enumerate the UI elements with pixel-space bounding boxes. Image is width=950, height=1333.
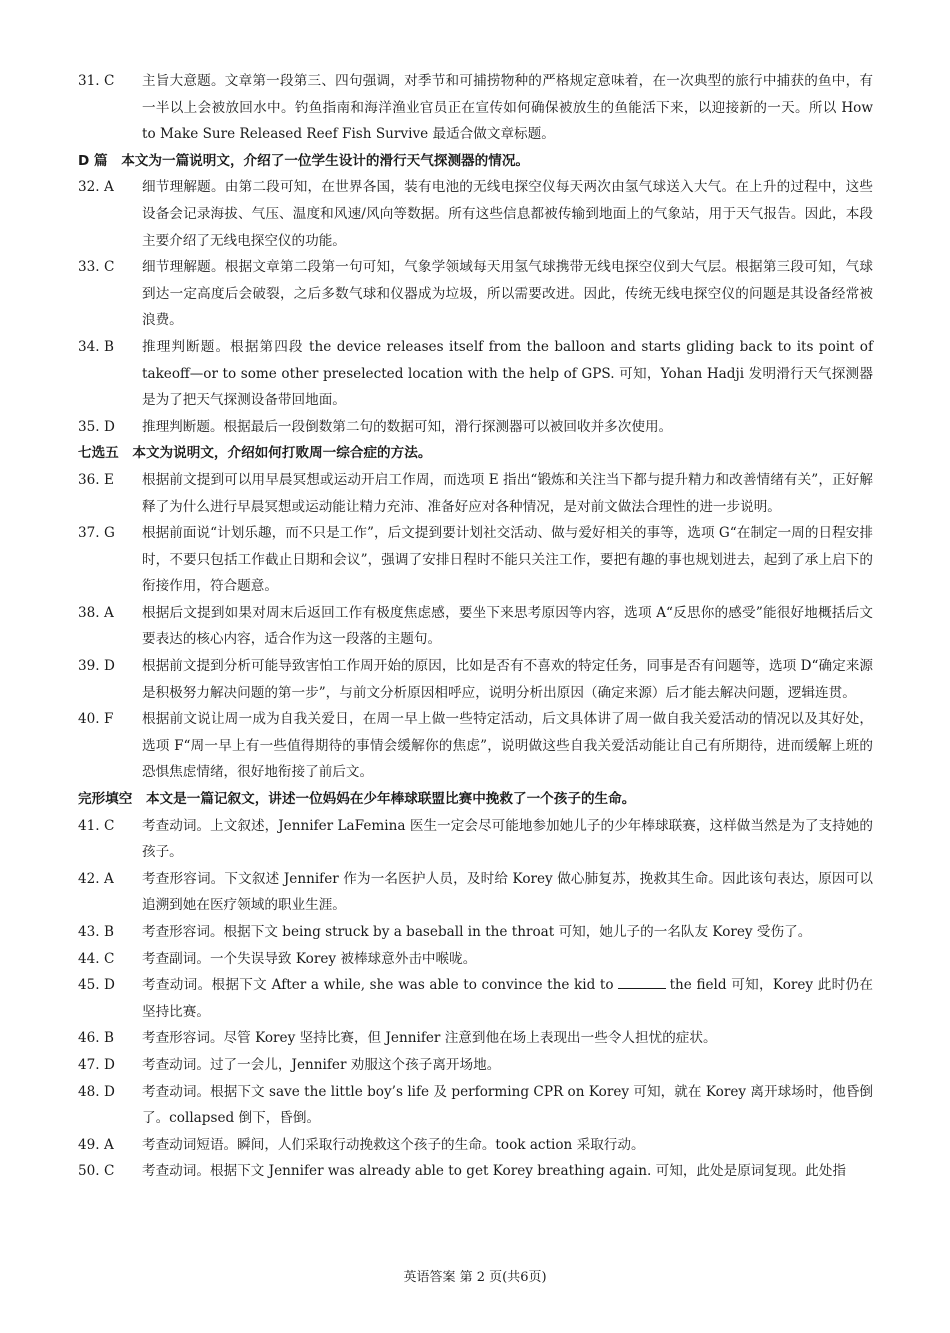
- answer-explanation: 细节理解题。根据文章第二段第一句可知，气象学领域每天用氢气球携带无线电探空仪到大气层。根据第三段可知，气球到达一定高度后会破裂，之后多数气球和仪器成为垃圾，所以需要改进。因此，传统无线电探空仪的问题是其设备经常被浪费。: [142, 259, 873, 329]
- answer-item: [78, 600, 873, 653]
- answer-item: [78, 1079, 873, 1132]
- answer-explanation: 考查动词。过了一会儿，Jennifer 劝服这个孩子离开场地。: [142, 1056, 501, 1073]
- answer-item: [78, 1025, 873, 1052]
- answer-explanation: 根据前面说“计划乐趣，而不只是工作”，后文提到要计划社交活动、做与爱好相关的事等，选项 G“在制定一周的日程安排时，不要只包括工作截止日期和会议”，强调了安排日程时不能只关注工作，要把有趣的事也规划进去，起到了承上启下的衔接作用，符合题意。: [142, 525, 873, 595]
- explanation-part: the field 可知，Korey 此时仍在坚持比赛。: [142, 977, 873, 1020]
- answer-number: 36. E: [78, 471, 114, 488]
- answer-number: 41. C: [78, 817, 115, 834]
- answer-number: 32. A: [78, 179, 114, 196]
- answer-explanation: 推理判断题。根据最后一段倒数第二句的数据可知，滑行探测器可以被回收并多次使用。: [142, 418, 673, 435]
- answer-item: [78, 919, 873, 946]
- answer-item: [78, 1158, 873, 1185]
- answer-number: 49. A: [78, 1136, 114, 1153]
- answer-explanation: 根据前文提到分析可能导致害怕工作周开始的原因，比如是否有不喜欢的特定任务，同事是否有问题等，选项 D“确定来源是积极努力解决问题的第一步”，与前文分析原因相呼应，说明分析出原因（确定来源）后才能去解决问题，逻辑连贯。: [142, 658, 873, 701]
- answer-number: 44. C: [78, 950, 115, 967]
- answer-number: 40. F: [78, 711, 114, 728]
- answer-number: 42. A: [78, 870, 114, 887]
- answer-item: [78, 866, 873, 919]
- answer-explanation: 主旨大意题。文章第一段第三、四句强调，对季节和可捕捞物种的严格规定意味着，在一次典型的旅行中捕获的鱼中，有一半以上会被放回水中。钓鱼指南和海洋渔业官员正在宣传如何确保被放生的鱼能活下来，以迎接新的一天。所以 How to Make Sure Released Reef Fish Survive 最适合做文章标题。: [142, 73, 873, 143]
- answer-number: 48. D: [78, 1083, 115, 1100]
- section-heading: 完形填空 本文是一篇记叙文，讲述一位妈妈在少年棒球联盟比赛中挽救了一个孩子的生命。: [78, 791, 636, 808]
- answer-item: [78, 520, 873, 600]
- answer-number: 37. G: [78, 525, 115, 542]
- section-heading: D 篇 本文为一篇说明文，介绍了一位学生设计的滑行天气探测器的情况。: [78, 152, 530, 169]
- answer-explanation: 考查形容词。尽管 Korey 坚持比赛，但 Jennifer 注意到他在场上表现出一些令人担忧的症状。: [142, 1030, 717, 1047]
- answer-content: [78, 68, 873, 1185]
- answer-number: 33. C: [78, 259, 115, 276]
- answer-explanation: [142, 972, 873, 1025]
- answer-item: [78, 946, 873, 973]
- answer-item: [78, 972, 873, 1025]
- answer-explanation: 推理判断题。根据第四段 the device releases itself from the balloon and starts gliding back to its point of takeoff—or to some other preselected location with the help of GPS. 可知，Yohan Hadji 发明滑行天气探测器是为了把天气探测设备带回地面。: [142, 338, 873, 409]
- answer-explanation: 根据前文说让周一成为自我关爱日，在周一早上做一些特定活动，后文具体讲了周一做自我关爱活动的情况以及其好处，选项 F“周一早上有一些值得期待的事情会缓解你的焦虑”，说明做这些自我关爱活动能让自己有所期待，进而缓解上班的恐惧焦虑情绪，很好地衔接了前后文。: [142, 711, 873, 781]
- answer-explanation: 根据前文提到可以用早晨冥想或运动开启工作周，而选项 E 指出“锻炼和关注当下都与提升精力和改善情绪有关”，正好解释了为什么进行早晨冥想或运动能让精力充沛、准备好应对各种情况，是对前文做法合理性的进一步说明。: [142, 471, 873, 515]
- answer-explanation: 考查形容词。根据下文 being struck by a baseball in the throat 可知，她儿子的一名队友 Korey 受伤了。: [142, 924, 812, 940]
- explanation-part: 考查动词。根据下文 After a while, she was able to convince the kid to: [142, 977, 614, 994]
- answer-item: [78, 174, 873, 254]
- answer-number: 34. B: [78, 338, 114, 355]
- answer-item: [78, 653, 873, 706]
- answer-number: 45. D: [78, 977, 115, 994]
- answer-explanation: 考查形容词。下文叙述 Jennifer 作为一名医护人员，及时给 Korey 做心肺复苏，挽救其生命。因此该句表达，原因可以追溯到她在医疗领域的职业生涯。: [142, 870, 873, 914]
- answer-item: [78, 1132, 873, 1159]
- fill-in-blank: [618, 974, 666, 989]
- answer-explanation: 考查动词。根据下文 save the little boy’s life 及 performing CPR on Korey 可知，就在 Korey 离开球场时，他昏倒了。collapsed 倒下，昏倒。: [142, 1083, 873, 1127]
- page-footer: 英语答案 第 2 页(共6页): [403, 1270, 547, 1285]
- answer-item: [78, 467, 873, 520]
- answer-number: 46. B: [78, 1030, 114, 1047]
- answer-item: [78, 1052, 873, 1079]
- answer-number: 38. A: [78, 604, 114, 621]
- answer-item: [78, 813, 873, 866]
- answer-explanation: 考查动词短语。瞬间，人们采取行动挽救这个孩子的生命。took action 采取行动。: [142, 1136, 645, 1153]
- answer-explanation: 根据后文提到如果对周末后返回工作有极度焦虑感，要坐下来思考原因等内容，选项 A“反思你的感受”能很好地概括后文要表达的核心内容，适合作为这一段落的主题句。: [142, 604, 873, 648]
- answer-item: [78, 254, 873, 334]
- answer-explanation: 考查动词。根据下文 Jennifer was already able to get Korey breathing again. 可知，此处是原词复现。此处指: [142, 1163, 846, 1180]
- answer-number: 47. D: [78, 1056, 115, 1073]
- answer-number: 43. B: [78, 924, 114, 940]
- answer-item: [78, 334, 873, 414]
- answer-number: 35. D: [78, 418, 115, 435]
- answer-item: [78, 706, 873, 786]
- answer-explanation: 考查副词。一个失误导致 Korey 被棒球意外击中喉咙。: [142, 950, 477, 967]
- answer-item: [78, 414, 873, 441]
- answer-item: [78, 68, 873, 148]
- answer-number: 39. D: [78, 658, 115, 675]
- section-heading: 七选五 本文为说明文，介绍如何打败周一综合症的方法。: [78, 445, 432, 462]
- answer-number: 50. C: [78, 1163, 115, 1180]
- answer-number: 31. C: [78, 73, 115, 89]
- answer-explanation: 考查动词。上文叙述，Jennifer LaFemina 医生一定会尽可能地参加她儿子的少年棒球联赛，这样做当然是为了支持她的孩子。: [142, 817, 873, 861]
- answer-explanation: 细节理解题。由第二段可知，在世界各国，装有电池的无线电探空仪每天两次由氢气球送入大气。在上升的过程中，这些设备会记录海拔、气压、温度和风速/风向等数据。所有这些信息都被传输到地面上的气象站，用于天气报告。因此，本段主要介绍了无线电探空仪的功能。: [142, 179, 873, 249]
